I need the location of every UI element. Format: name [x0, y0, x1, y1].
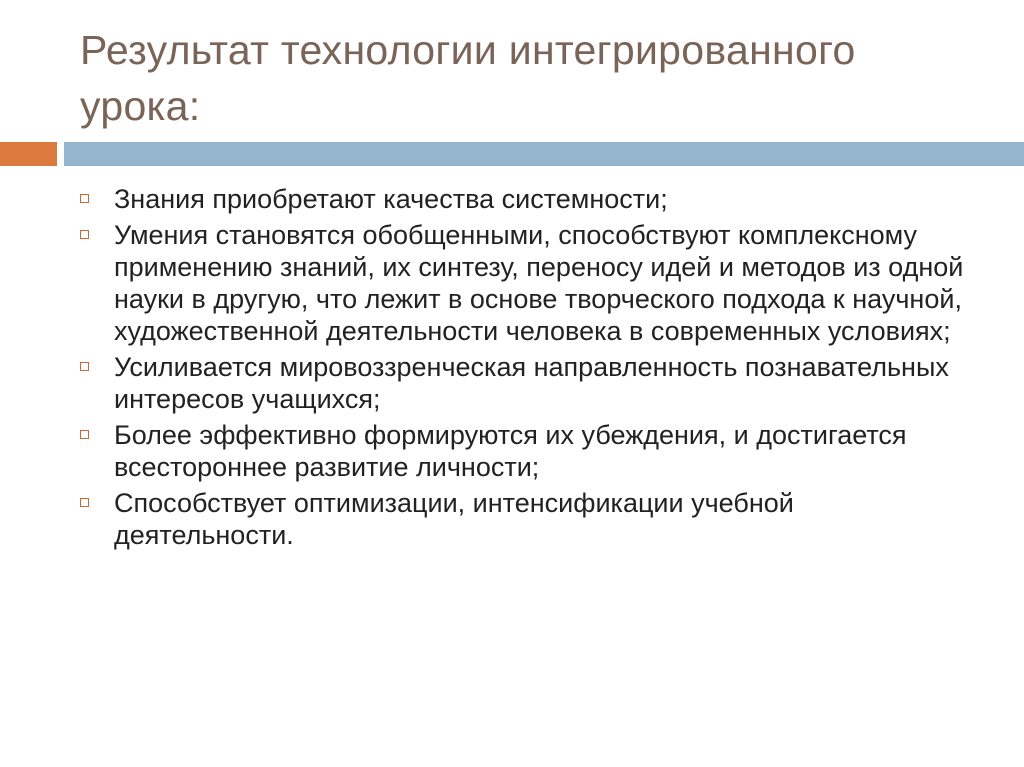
bullet-text: Умения становятся обобщенными, способствуют комплексному применению знаний, их синтезу, переносу идей и методов из одной науки в другую, что лежит в основе творческого подхода к научной, художественной деятельности человека в современных условиях;	[114, 220, 964, 346]
slide-title: Результат технологии интегрированного урока:	[80, 27, 856, 129]
bullet-text: Знания приобретают качества системности;	[114, 184, 668, 214]
bullet-text: Усиливается мировоззренческая направленность познавательных интересов учащихся;	[114, 352, 949, 414]
title-accent-bar	[0, 142, 57, 166]
square-outline-icon	[80, 430, 89, 439]
bullet-item	[80, 419, 980, 483]
bullet-item	[80, 219, 980, 347]
bullet-text: Более эффективно формируются их убеждения, и достигается всестороннее развитие личности;	[114, 420, 907, 482]
bullet-item	[80, 183, 980, 215]
bullet-list	[80, 183, 980, 555]
square-outline-icon	[80, 362, 89, 371]
bullet-item	[80, 351, 980, 415]
title-rule-bar	[64, 142, 1024, 166]
bullet-text: Способствует оптимизации, интенсификации учебной деятельности.	[114, 488, 794, 550]
square-outline-icon	[80, 230, 89, 239]
bullet-item	[80, 487, 980, 551]
square-outline-icon	[80, 194, 89, 203]
square-outline-icon	[80, 498, 89, 507]
